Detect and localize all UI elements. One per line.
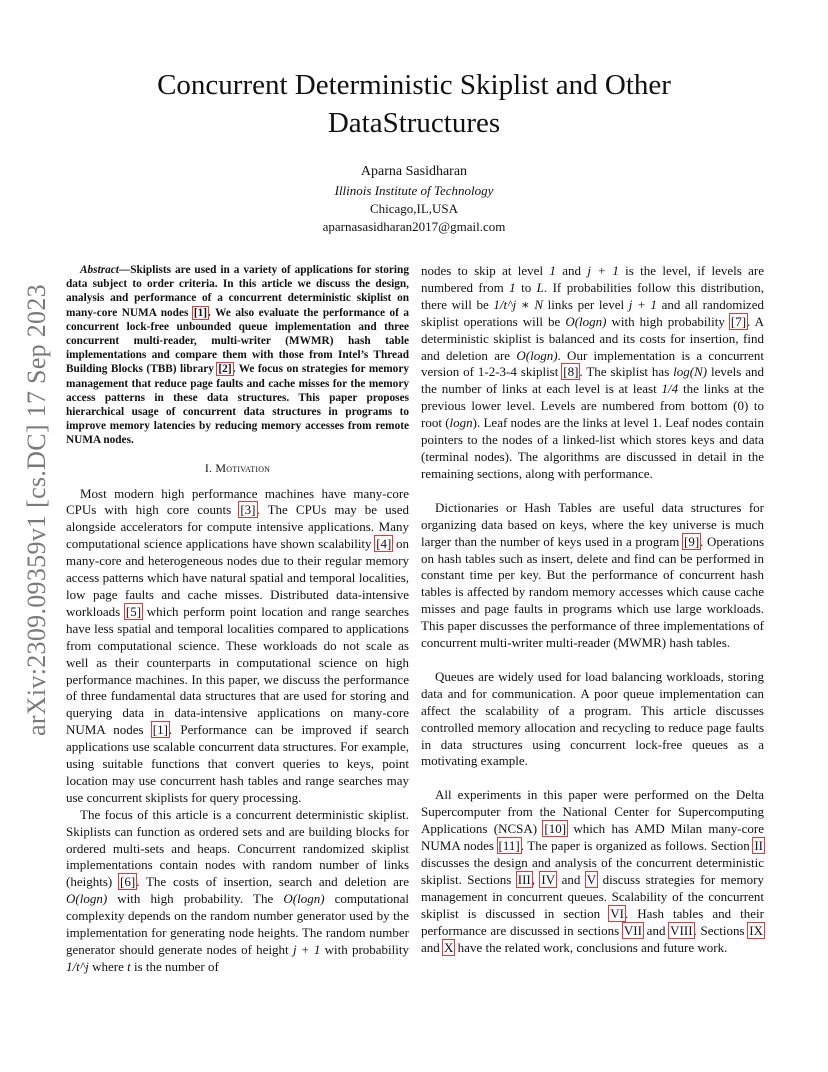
left-column — [66, 263, 409, 976]
abstract-text: . We also evaluate the performance of a concurrent lock-free unbounded queue implementation and three concurrent multi-reader, multi-writer (MWMR) hash table implementations and compare them with those from Intel’s Thread Building Blocks (TBB) library — [66, 306, 409, 376]
text-run: nodes to skip at level — [421, 263, 550, 278]
text-run: the links at the previous lower level. Levels are numbered from bottom (0) to root ( — [421, 381, 764, 431]
text-run: to — [515, 279, 537, 295]
math-expression: O(logn) — [283, 891, 325, 907]
paragraph — [66, 807, 409, 976]
citation-link[interactable]: [4] — [376, 536, 392, 552]
text-run: which perform point location and range searches have less spatial and temporal localities compared to applications from computational science. These workloads do not scale as well as their counterparts in computational science on high performance machines. In this paper, we discuss the performance of three fundamental data structures that are used for storing and querying data in data-intensive applications on many-core NUMA nodes — [66, 603, 409, 738]
citation-link[interactable]: [9] — [683, 533, 700, 549]
section-heading-motivation — [66, 460, 409, 477]
math-expression: 1/t^j ∗ N — [493, 296, 544, 312]
text-run: on many-core and heterogeneous nodes due to their regular memory access patterns which have natural spatial and temporal localities, low page faults and cache misses. Distributed data-intensive workloads — [66, 536, 409, 619]
text-run: and — [555, 263, 588, 278]
paragraph — [66, 486, 409, 807]
math-expression: t — [127, 958, 131, 974]
text-run: levels and the number of links at each level is at least — [421, 364, 765, 397]
math-expression: 1 — [549, 263, 556, 278]
math-expression: j + 1 — [587, 263, 619, 278]
math-expression: O(logn) — [516, 347, 558, 363]
text-run: Queues are widely used for load balancing workloads, storing data and for communication. A poor queue implementation can affect the scalability of a program. This article discusses controlled memory allocation and recycling to reduce page faults in data structures using concurrent lock-free queues as a motivating example. — [421, 668, 764, 769]
section-reference-link[interactable]: IV — [541, 871, 556, 887]
text-run: discuss strategies for memory management in concurrent queues. Scalability of the concurrent skiplist is discussed in section — [421, 871, 764, 921]
paragraph — [421, 669, 764, 770]
text-run: and — [556, 871, 586, 887]
author-block — [200, 162, 628, 236]
paper-title: Concurrent Deterministic Skiplist and Other DataStructures — [157, 69, 671, 139]
text-run: . If probabilities follow this distribution, there will be — [421, 279, 764, 312]
citation-link[interactable]: [11] — [498, 838, 520, 854]
math-expression: L — [536, 279, 544, 295]
section-reference-link[interactable]: II — [754, 838, 763, 854]
math-expression: O(logn) — [565, 313, 607, 329]
citation-link[interactable]: [3] — [240, 502, 256, 518]
text-run: discusses the design and analysis of the concurrent deterministic skiplist. Sections — [421, 855, 764, 887]
text-run: and all randomized skiplist operations will be — [421, 296, 764, 329]
math-expression: logn — [449, 415, 473, 431]
math-expression: j + 1 — [628, 296, 657, 312]
math-expression: 1/t^j — [66, 958, 89, 974]
text-run: with high probability. The — [107, 891, 284, 907]
text-run: . Our implementation is a concurrent version of 1-2-3-4 skiplist — [421, 347, 764, 380]
text-run: . A deterministic skiplist is balanced and its costs for insertion, find and deletion are — [421, 313, 764, 363]
text-run: have the related work, conclusions and future work. — [454, 939, 728, 955]
citation-link[interactable]: [6] — [120, 874, 136, 890]
text-run: . Sections — [693, 922, 749, 938]
author-name: Aparna Sasidharan — [360, 164, 468, 179]
math-expression: log(N) — [673, 364, 708, 380]
arxiv-identifier-stamp — [22, 283, 52, 736]
math-expression: O(logn) — [66, 891, 108, 907]
right-column — [421, 263, 764, 956]
text-run: is the level, if levels are numbered from — [421, 263, 765, 295]
math-expression: j + 1 — [292, 942, 321, 958]
section-reference-link[interactable]: VII — [623, 922, 642, 938]
citation-link[interactable]: [10] — [544, 821, 567, 837]
text-run: . The CPUs may be used alongside accelerators for compute intensive applications. Many computational science applications have shown scalability — [66, 502, 409, 552]
text-run: is the number of — [130, 958, 219, 974]
citation-link[interactable]: [8] — [563, 364, 579, 380]
text-run: . The paper is organized as follows. Section — [520, 838, 754, 854]
text-run: . The skiplist has — [579, 364, 674, 380]
math-expression: 1/4 — [661, 381, 679, 397]
paragraph — [421, 787, 764, 956]
text-run: and — [421, 939, 444, 955]
text-run: , — [531, 871, 541, 887]
text-run: Most modern high performance machines have many-core CPUs with high core counts — [66, 485, 409, 518]
section-number: I. — [204, 460, 216, 475]
text-run: ). Leaf nodes are the links at level 1. Leaf nodes contain pointers to the nodes of a linked-list which stores keys and data (terminal nodes). The algorithms are discussed in detail in the remaining sections, along with performance. — [421, 415, 764, 481]
text-run: with high probability — [606, 313, 730, 329]
text-run: where — [88, 958, 128, 974]
author-location: Chicago,IL,USA — [369, 201, 459, 216]
abstract — [66, 263, 409, 448]
text-run: with probability — [320, 942, 409, 958]
text-run: Dictionaries or Hash Tables are useful data structures for organizing data based on keys, where the key universe is much larger than the number of keys used in a program — [421, 499, 764, 549]
citation-link[interactable]: [1] — [193, 306, 208, 319]
text-run: All experiments in this paper were performed on the Delta Supercomputer from the National Center for Supercomputing Applications (NCSA) — [421, 787, 764, 837]
paragraph — [421, 500, 764, 652]
section-reference-link[interactable]: III — [517, 871, 531, 887]
abstract-text: . We focus on strategies for memory management that reduce page faults and cache misses for the memory access patterns in these data structures. This paper proposes hierarchical usage of concurrent data structures in programs to improve memory latencies by reducing memory accesses from remote NUMA nodes. — [66, 363, 409, 447]
citation-link[interactable]: [5] — [125, 603, 142, 619]
text-run: . Hash tables and their performance are discussed in sections — [421, 905, 764, 938]
text-run: which has AMD Milan many-core NUMA nodes — [421, 821, 764, 854]
arxiv-identifier-text: arXiv:2309.09359v1 [cs.DC] 17 Sep 2023 — [22, 283, 52, 736]
text-run: . The costs of insertion, search and deletion are — [136, 874, 409, 890]
citation-link[interactable]: [1] — [152, 722, 168, 738]
section-reference-link[interactable]: VIII — [670, 922, 693, 938]
text-run: . Performance can be improved if search applications use scalable concurrent data structures. For example, using suitable functions that convert queries to keys, point location may use concurrent hash tables and range searches may use concurrent skiplists for query processing. — [66, 722, 409, 805]
text-run: . Operations on hash tables such as insert, delete and find can be performed in constant time per key. But the performance of concurrent hash tables is affected by random memory accesses which cause cache misses and page faults in programs which use large workloads. This paper discusses the performance of three implementations of concurrent multi-writer multi-reader (MWMR) hash tables. — [421, 533, 764, 651]
section-reference-link[interactable]: IX — [749, 922, 763, 938]
paragraph — [421, 263, 764, 483]
section-reference-link[interactable]: V — [586, 871, 597, 887]
section-title: Motivation — [215, 460, 271, 475]
text-run: The focus of this article is a concurrent deterministic skiplist. Skiplists can function as ordered sets and are building blocks for ordered multi-sets and heaps. Concurrent randomized skiplist implementations contain nodes with random number of links (heights) — [66, 806, 409, 890]
abstract-label: Abstract — [80, 264, 119, 276]
text-run: computational complexity depends on the random number generator used by the implementation for generating node heights. The random number generator should generate nodes of height — [66, 891, 410, 958]
author-affiliation: Illinois Institute of Technology — [334, 183, 494, 198]
citation-link[interactable]: [2] — [218, 363, 232, 376]
text-run: links per level — [543, 296, 629, 312]
math-expression: 1 — [509, 279, 516, 295]
abstract-text: —Skiplists are used in a variety of applications for storing data subject to order criteria. In this article we discuss the design, analysis and performance of a concurrent deterministic skiplist on many-core NUMA nodes — [66, 264, 409, 319]
section-reference-link[interactable]: VI — [610, 905, 624, 921]
section-reference-link[interactable]: X — [444, 939, 454, 955]
text-run: and — [642, 922, 670, 938]
author-email: aparnasasidharan2017@gmail.com — [322, 219, 506, 234]
citation-link[interactable]: [7] — [730, 313, 747, 329]
